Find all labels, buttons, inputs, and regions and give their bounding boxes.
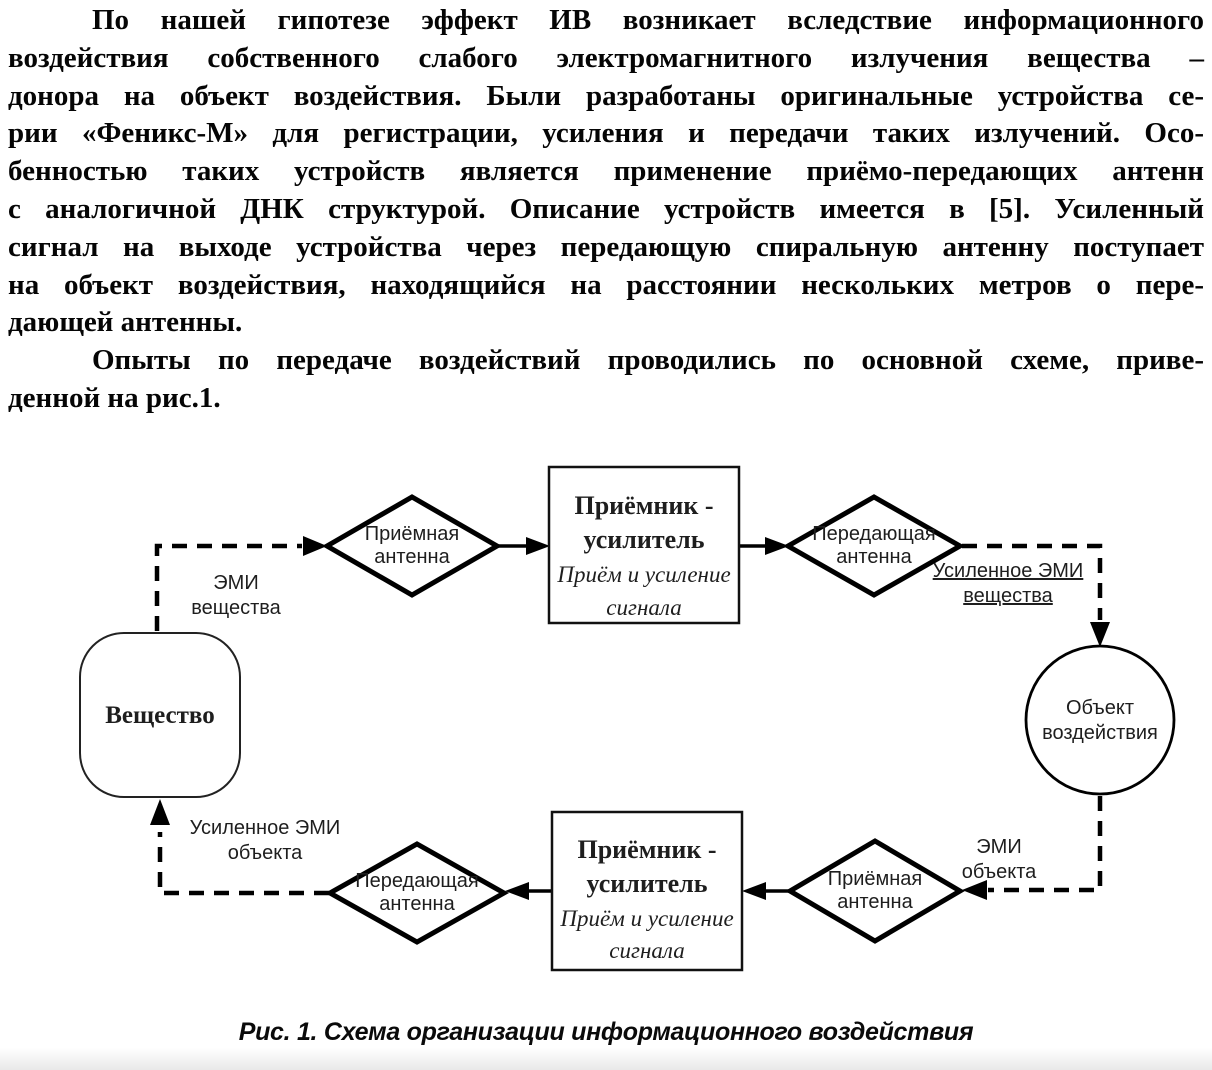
paragraph-line: денной на рис.1. [8,381,221,414]
arrowhead-icon [150,799,170,825]
paragraph-line: рии «Феникс-М» для регистрации, усиления и передачи таких излучений. Осо- [8,117,1204,150]
paragraph-line: бенностью таких устройств является применение приёмо-передающих антенн [8,155,1204,188]
receiver-top-subtitle-line2: сигнала [606,595,682,620]
figure-caption: Рис. 1. Схема организации информационного воздействия [238,1018,974,1046]
paragraph-line: дающей антенны. [8,306,243,339]
dashed-connector-tx-antenna-to-object [962,546,1100,620]
arrowhead-icon [526,537,550,555]
tx-antenna-bottom-label-line1: Передающая [355,870,479,892]
amplified-emi-object-label-line1: Усиленное ЭМИ [189,817,341,839]
rx-antenna-bottom-node [790,841,960,941]
emi-object-label-line1: ЭМИ [976,836,1022,858]
emi-object-label-line2: объекта [961,861,1037,883]
arrowhead-icon [1090,622,1110,647]
amplified-emi-object-label-line2: объекта [227,842,303,864]
rx-antenna-bottom-label-line1: Приёмная [827,868,923,890]
amplified-emi-substance-label-line2: вещества [963,585,1053,607]
amplified-emi-substance-label-line1: Усиленное ЭМИ [932,560,1084,582]
object-label-line1: Объект [1065,697,1135,719]
substance-node [80,633,240,797]
receiver-bottom-subtitle-line1: Приём и усиление [560,906,734,931]
receiver-bottom-title-line1: Приёмник - [577,835,717,864]
receiver-amplifier-top-node [549,467,739,623]
receiver-top-title-line1: Приёмник - [574,491,714,520]
receiver-amplifier-bottom-node [552,812,742,970]
page-bottom-shading [0,1048,1212,1070]
emi-substance-label-line2: вещества [191,597,281,619]
paragraph-line: с аналогичной ДНК структурой. Описание устройств имеется в [5]. Усиленный [8,192,1204,225]
paragraph-line: сигнал на выходе устройства через передающую спиральную антенну поступает [8,230,1204,263]
rx-antenna-top-label-line1: Приёмная [364,523,460,545]
tx-antenna-bottom-node [330,844,504,942]
paragraph-line: донора на объект воздействия. Были разработаны оригинальные устройства се- [8,79,1204,112]
arrowhead-icon [742,882,766,900]
rx-antenna-bottom-label-line2: антенна [837,891,913,913]
receiver-bottom-title-line2: усилитель [586,869,708,898]
object-node [1026,646,1174,794]
emi-substance-label-line1: ЭМИ [213,572,259,594]
tx-antenna-bottom-label-line2: антенна [379,893,455,915]
receiver-top-subtitle-line1: Приём и усиление [557,562,731,587]
paragraph-line: воздействия собственного слабого электромагнитного излучения вещества – [8,41,1204,74]
paragraph-line: Опыты по передаче воздействий проводились по основной схеме, приве- [92,344,1204,377]
receiver-bottom-subtitle-line2: сигнала [609,938,685,963]
arrowhead-icon [505,882,529,900]
rx-antenna-top-label-line2: антенна [374,546,450,568]
paragraph-line: на объект воздействия, находящийся на расстоянии нескольких метров о пере- [8,268,1204,301]
substance-label: Вещество [105,702,215,729]
rx-antenna-top-node [327,497,497,595]
tx-antenna-top-label-line1: Передающая [812,523,936,545]
arrowhead-icon [962,880,987,900]
object-label-line2: воздействия [1042,722,1158,744]
tx-antenna-top-label-line2: антенна [836,546,912,568]
receiver-top-title-line2: усилитель [583,525,705,554]
paragraph-line: По нашей гипотезе эффект ИВ возникает вследствие информационного [92,4,1204,36]
